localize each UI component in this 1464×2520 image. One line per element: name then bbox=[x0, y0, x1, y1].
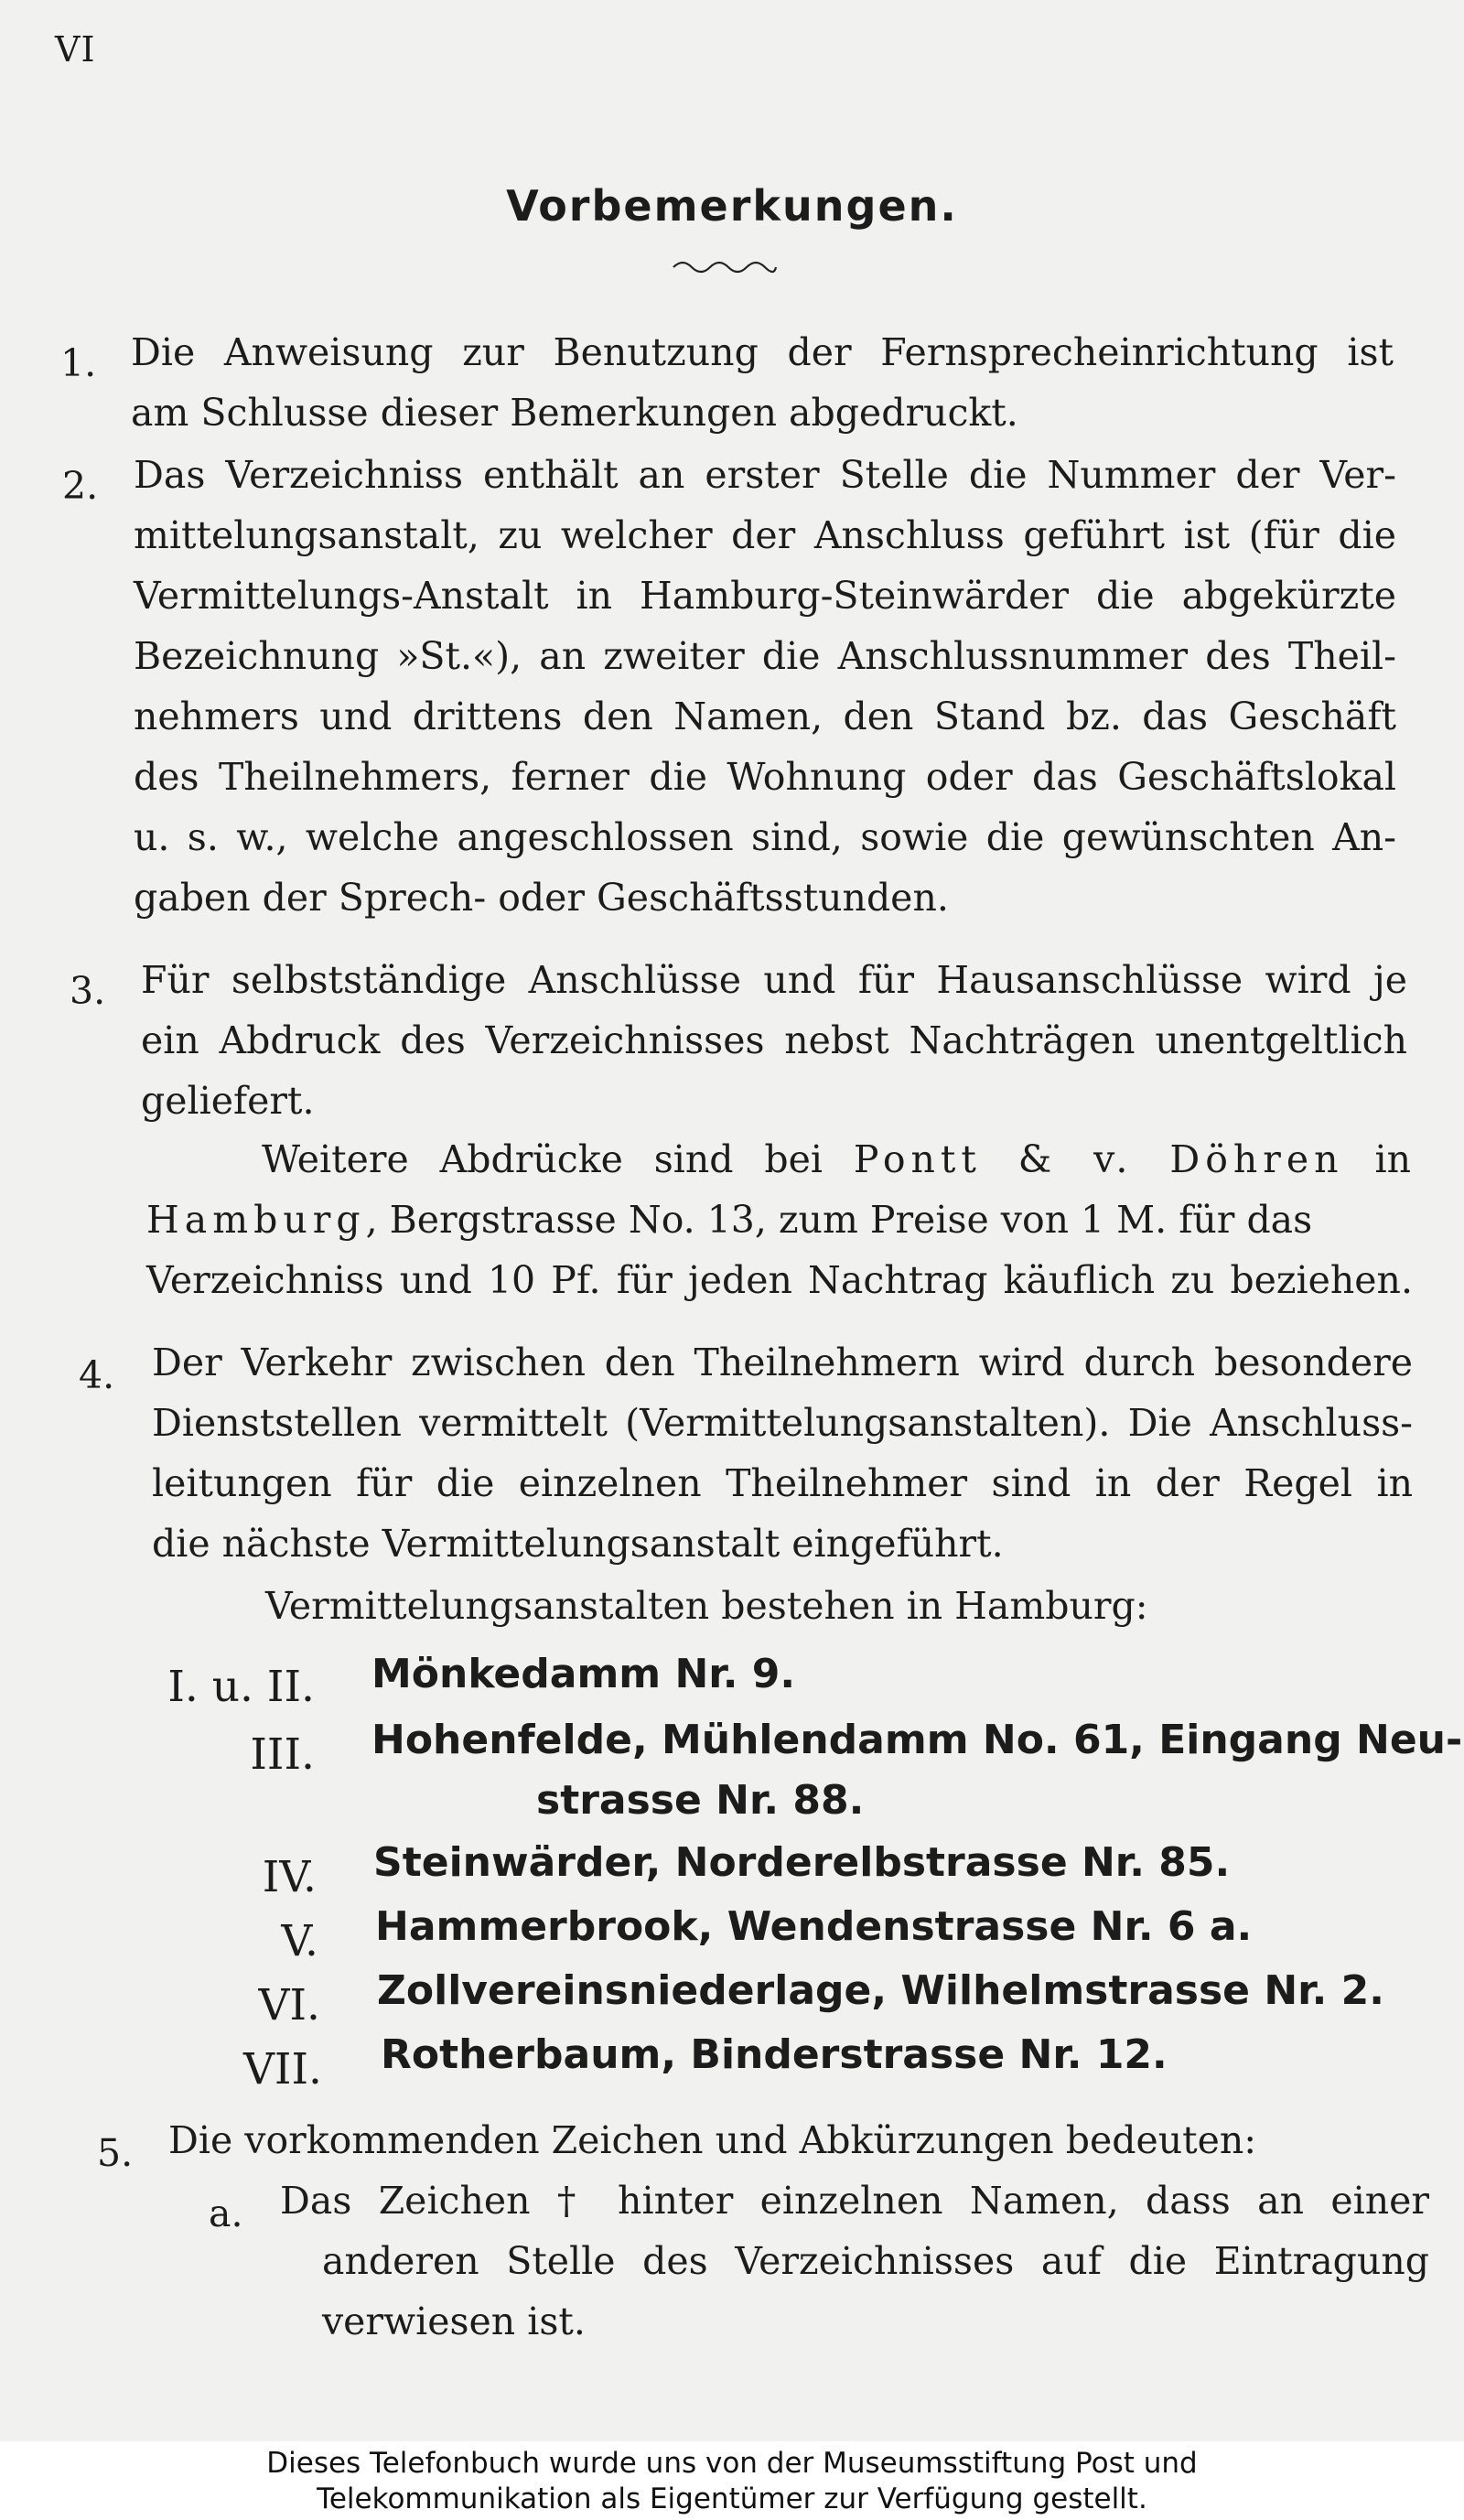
office-address: Hohenfelde, Mühlendamm No. 61, Eingang Neu- bbox=[371, 1717, 1463, 1763]
subsection-a-line: Das Zeichen † hinter einzelnen Namen, dass an einer bbox=[280, 2179, 1429, 2223]
section-3-number: 3. bbox=[70, 969, 106, 1013]
office-address: Zollvereinsniederlage, Wilhelmstrasse Nr. 2. bbox=[377, 1967, 1384, 2014]
section-2-line: Das Verzeichniss enthält an erster Stelle die Nummer der Ver- bbox=[134, 453, 1396, 497]
office-roman-numeral: I. u. II. bbox=[167, 1662, 315, 1712]
section-3-line: Für selbstständige Anschlüsse und für Hausanschlüsse wird je bbox=[141, 958, 1407, 1002]
publisher-name: Pontt & v. Döhren bbox=[853, 1137, 1344, 1181]
office-address: Rotherbaum, Binderstrasse Nr. 12. bbox=[381, 2031, 1168, 2078]
section-2-line: mittelungsanstalt, zu welcher der Anschluss geführt ist (für die bbox=[134, 513, 1396, 557]
section-4-number: 4. bbox=[79, 1353, 115, 1397]
section-3-paragraph-line bbox=[262, 1136, 1411, 1182]
section-5-number: 5. bbox=[97, 2131, 134, 2175]
office-address-continued: strasse Nr. 88. bbox=[536, 1777, 865, 1824]
office-roman-numeral: VII. bbox=[242, 2044, 322, 2095]
city-name: Hamburg bbox=[146, 1198, 366, 1242]
section-2-line: Bezeichnung »St.«), an zweiter die Anschlussnummer des Theil- bbox=[134, 634, 1396, 678]
section-4-line: Dienststellen vermittelt (Vermittelungsanstalten). Die Anschluss- bbox=[152, 1401, 1413, 1445]
section-4-line: Der Verkehr zwischen den Theilnehmern wird durch besondere bbox=[152, 1341, 1413, 1384]
section-4-line: die nächste Vermittelungsanstalt eingeführt. bbox=[152, 1522, 1004, 1566]
section-2-line: nehmers und drittens den Namen, den Stand bz. das Geschäft bbox=[134, 695, 1396, 738]
section-1-number: 1. bbox=[60, 341, 97, 385]
section-2-line: u. s. w., welche angeschlossen sind, sowie die gewünschten An- bbox=[134, 815, 1396, 859]
office-roman-numeral: IV. bbox=[262, 1852, 317, 1902]
office-address: Hammerbrook, Wendenstrasse Nr. 6 a. bbox=[375, 1903, 1253, 1950]
text-span: , Bergstrasse No. 13, zum Preise von 1 M. für das bbox=[365, 1198, 1313, 1242]
section-3-paragraph-line: Verzeichniss und 10 Pf. für jeden Nachtrag käuflich zu beziehen. bbox=[146, 1258, 1413, 1302]
text-span: in bbox=[1374, 1137, 1411, 1181]
subsection-a-label: a. bbox=[209, 2192, 243, 2235]
office-address: Mönkedamm Nr. 9. bbox=[371, 1651, 796, 1697]
subsection-a-line: anderen Stelle des Verzeichnisses auf die Eintragung bbox=[322, 2239, 1429, 2283]
page-number: VI bbox=[55, 29, 96, 70]
offices-intro: Vermittelungsanstalten bestehen in Hamburg: bbox=[265, 1584, 1148, 1628]
section-5-line: Die vorkommenden Zeichen und Abkürzungen bedeuten: bbox=[168, 2118, 1257, 2162]
page-title: Vorbemerkungen. bbox=[506, 181, 958, 231]
section-1-line: am Schlusse dieser Bemerkungen abgedruckt. bbox=[131, 391, 1018, 435]
office-address: Steinwärder, Norderelbstrasse Nr. 85. bbox=[373, 1839, 1231, 1886]
footer-line: Dieses Telefonbuch wurde uns von der Museumsstiftung Post und bbox=[266, 2447, 1198, 2480]
office-roman-numeral: VI. bbox=[258, 1980, 320, 2030]
section-3-line: geliefert. bbox=[141, 1079, 315, 1123]
office-roman-numeral: V. bbox=[281, 1916, 318, 1966]
section-4-line: leitungen für die einzelnen Theilnehmer sind in der Regel in bbox=[152, 1461, 1413, 1505]
subsection-a-line: verwiesen ist. bbox=[322, 2299, 586, 2343]
section-3-line: ein Abdruck des Verzeichnisses nebst Nachträgen unentgeltlich bbox=[141, 1018, 1407, 1062]
section-2-number: 2. bbox=[62, 464, 99, 508]
office-roman-numeral: III. bbox=[250, 1729, 315, 1780]
section-2-line: des Theilnehmers, ferner die Wohnung oder das Geschäftslokal bbox=[134, 755, 1396, 799]
footer-line: Telekommunikation als Eigentümer zur Verfügung gestellt. bbox=[317, 2482, 1147, 2515]
section-2-line: gaben der Sprech- oder Geschäftsstunden. bbox=[134, 876, 949, 920]
title-flourish-rule bbox=[670, 256, 780, 278]
text-span: Weitere Abdrücke sind bei bbox=[262, 1137, 824, 1181]
section-2-line: Vermittelungs-Anstalt in Hamburg-Steinwärder die abgekürzte bbox=[134, 574, 1396, 618]
section-1-line: Die Anweisung zur Benutzung der Fernsprecheinrichtung ist bbox=[131, 330, 1394, 374]
footer-notice bbox=[0, 2441, 1464, 2520]
section-3-paragraph-line bbox=[146, 1197, 1413, 1243]
